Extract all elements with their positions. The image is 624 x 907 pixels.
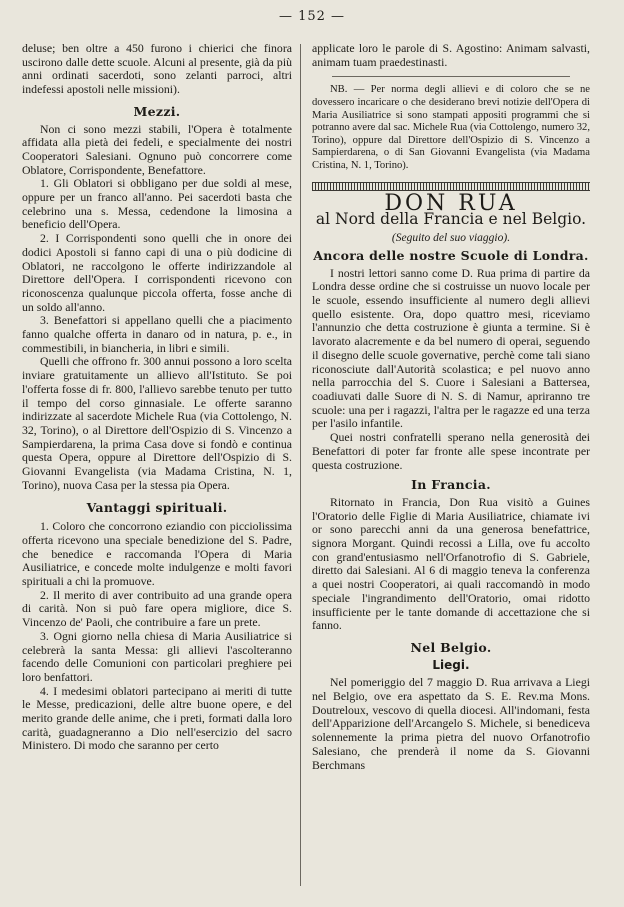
paragraph: 4. I medesimi oblatori partecipano ai meriti di tutte le Messe, predicazioni, delle altre buone opere, e del merito grande delle anime, che i preti, formati dalla loro carità, guadagneranno a Dio nell'esercizio del sacro Ministero. Di modo che saranno per certo: [22, 683, 292, 753]
section-heading-francia: In Francia.: [411, 477, 491, 493]
paragraph: 1. Gli Oblatori si obbligano per due soldi al mese, oppure per un franco all'anno. Pei sacerdoti basta che celebrino una s. Messa, cedendone la limosina a beneficio dell'Opera.: [22, 176, 292, 232]
paragraph: Ritornato in Francia, Don Rua visitò a Guines l'Oratorio delle Figlie di Maria Ausiliatrice, chiamate ivi or sono parecchi anni da una generosa benefattrice, signora Morgant. Quindi recossi a Lilla, ove fu accolto con grand'entusiasmo nell'Orfanotrofio di S. Gabriele, diretto dai Salesiani. Al 6 di maggio teneva la conferenza a quei nostri Cooperatori, ai quali raccomandò in modo speciale l'ingrandimento dell'Oratorio, omai ridotto insufficiente per le tante domande di accettazione che si fanno.: [312, 494, 590, 633]
nota-bene: NB. — Per norma degli allievi e di coloro che se ne dovessero incaricare o che desiderano brevi notizie dell'Opera di Maria Ausiliatrice si sono stampati appositi programmi che si potranno avere dal sac. Michele Rua (via Cottolengo, numero 32, Torino), oppure dal Direttore dell'Ospizio di S. Vincenzo a Sampierdarena, o di San Giovanni Evangelista (via Madama Cristina, N. 1, Torino).: [312, 84, 590, 171]
left-column: [22, 42, 292, 753]
paragraph: Non ci sono mezzi stabili, l'Opera è totalmente affidata alla pietà dei fedeli, e specialmente dei nostri Cooperatori Salesiani. Ognuno può concorrere come Oblatore, Corrispondente, Benefattore.: [22, 121, 292, 177]
article-title: DON RUA: [384, 190, 518, 216]
article-subtitle: al Nord della Francia e nel Belgio.: [315, 210, 587, 229]
section-heading-mezzi: Mezzi.: [133, 103, 181, 119]
paragraph: 3. Benefattori si appellano quelli che a piacimento fanno qualche offerta in danaro od in natura, p. e., in commestibili, in biancheria, in libri e simili.: [22, 313, 292, 355]
paragraph: 3. Ogni giorno nella chiesa di Maria Ausiliatrice si celebrerà la santa Messa: gli allievi l'ascolteranno facendo delle Comunioni con particolari preghiere pei loro benfattori.: [22, 628, 292, 684]
paragraph: 2. I Corrispondenti sono quelli che in onore dei dodici Apostoli si fanno capi di una o più dodicine di Oblatori, ne raccolgono le offerte indirizzandole al Direttore dell'Opera. I corrispondenti ricevono con riconoscenza qualunque piccola offerta, fosse anche di un soldo all'anno.: [22, 231, 292, 314]
section-heading-londra: Ancora delle nostre Scuole di Londra.: [313, 247, 589, 263]
section-subheading-liegi: Liegi.: [432, 657, 470, 672]
paragraph: applicate loro le parole di S. Agostino: Animam salvasti, animam tuam praedestinasti.: [312, 41, 590, 69]
ornamental-rule: [312, 182, 590, 191]
column-divider: [300, 44, 301, 886]
paragraph: deluse; ben oltre a 450 furono i chierici che finora uscirono dalle dette scuole. Alcuni al presente, già da più anni ordinati sacerdoti, sono zelanti parroci, altri indefessi apostoli nelle missioni).: [22, 41, 292, 97]
page-number: — 152 —: [278, 9, 346, 24]
paragraph: Quei nostri confratelli sperano nella generosità dei Benefattori di poter far fronte alle spese incontrate per questa costruzione.: [312, 430, 590, 472]
article-continuation-note: (Seguito del suo viaggio).: [391, 232, 511, 245]
section-heading-vantaggi: Vantaggi spirituali.: [86, 499, 228, 515]
section-heading-belgio: Nel Belgio.: [410, 639, 492, 655]
right-column: [312, 42, 590, 772]
paragraph: 1. Coloro che concorrono eziandio con picciolissima offerta ricevono una speciale benedizione del S. Padre, che benedice e raccomanda l'Opera di Maria Ausiliatrice, e concede molte indulgenze e molti favori spirituali a chi la promuove.: [22, 519, 292, 589]
paragraph: I nostri lettori sanno come D. Rua prima di partire da Londra desse ordine che si costruisse un nuovo locale per le scuole, essendo insufficiente al numero degli allievi quello esistente. Ora, dopo quattro mesi, riceviamo l'annunzio che detta costruzione è giunta a termine. Si è lavorato alacremente e da bel numero di operai, seguendo il disegno delle scuole governative, perchè come tali siano riconosciute dall'Autorità scolastica; e pel nuovo anno nella parrocchia del S. Cuore i Salesiani a Battersea, coadiuvati dalle Suore di N. S. di Namur, apriranno tre scuole: una per i ragazzi, l'altra per le ragazze ed una terza per l'asilo infantile.: [312, 265, 590, 431]
paragraph: 2. Il merito di aver contribuito ad una grande opera di carità. Non si può fare opera migliore, dice S. Vincenzo de' Paoli, che contribuire a fare un prete.: [22, 587, 292, 630]
paragraph: Quelli che offrono fr. 300 annui possono a loro scelta inviare gratuitamente un allievo all'Istituto. Se poi l'offerta fosse di fr. 800, l'allievo sarebbe tenuto per tutto il tempo del corso ginnasiale. Le offerte saranno indirizzate al sacerdote Michele Rua (via Cottolengo, N. 32, Torino), o al Direttore dell'Ospizio di S. Vincenzo a Sampierdarena, la prima Casa dove si fondò e continua questa Opera, oppure al Direttore dell'Ospizio di S. Giovanni Evangelista (via Madama Cristina, N. 1, Torino), nuova Casa per la stessa pia Opera.: [22, 354, 292, 492]
short-rule: [332, 76, 570, 77]
paragraph: Nel pomeriggio del 7 maggio D. Rua arrivava a Liegi nel Belgio, ove era aspettato da S. E. Rev.ma Mons. Doutreloux, vescovo di quella diocesi. All'indomani, festa dell'Apparizione dell'Arcangelo S. Michele, si benediceva solennemente la prima pietra del nuovo Orfanotrofio Salesiano, che prenderà il nome da S. Giovanni Berchmans: [312, 675, 590, 772]
